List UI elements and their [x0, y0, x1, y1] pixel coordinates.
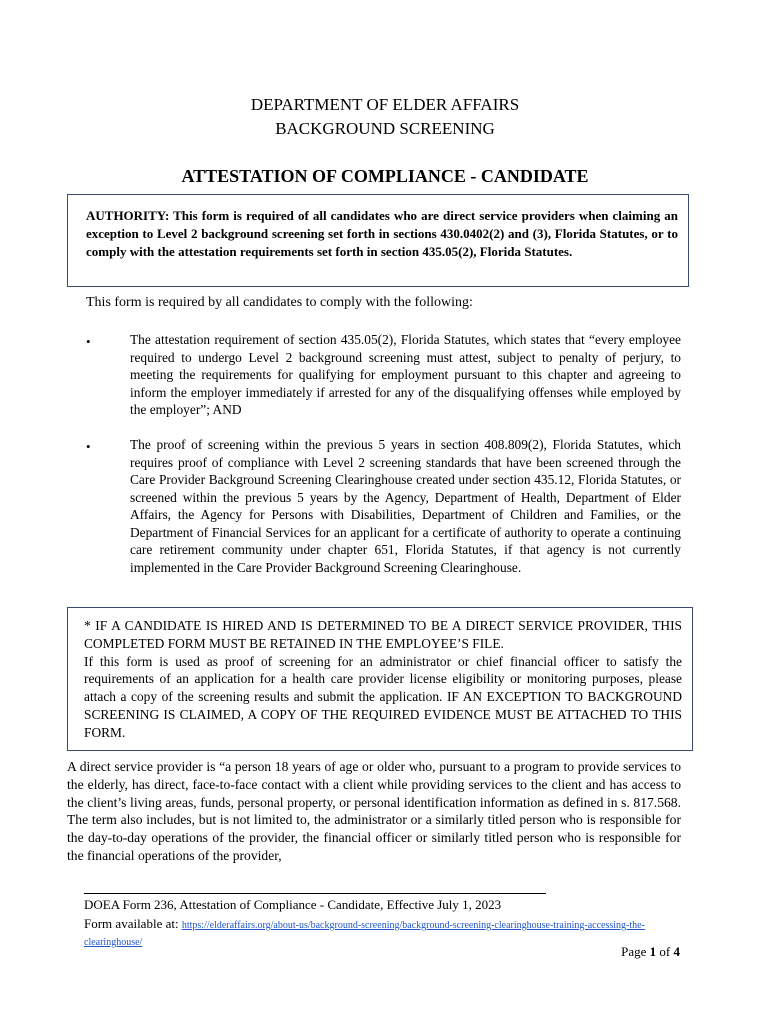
- intro-text: This form is required by all candidates to comply with the following:: [86, 295, 473, 310]
- bullet-item-proof-of-screening: The proof of screening within the previous 5 years in section 408.809(2), Florida Statutes, which requires proof of compliance with Level 2 screening standards that have been screened through the Care Provider Background Screening Clearinghouse created under section 435.12, Florida Statutes, or screened within the previous 5 years by the Agency, Department of Health, Department of Elder Affairs, the Agency for Persons with Disabilities, Department of Children and Families, or the Department of Financial Services for an applicant for a certificate of authority to operate a continuing care retirement community under chapter 651, Florida Statutes, if that agency is not currently implemented in the Care Provider Background Screening Clearinghouse.: [130, 437, 681, 575]
- department-heading: DEPARTMENT OF ELDER AFFAIRS: [250, 95, 520, 114]
- notice-retention: * IF A CANDIDATE IS HIRED AND IS DETERMINED TO BE A DIRECT SERVICE PROVIDER, THIS COMPLETED FORM MUST BE RETAINED IN THE EMPLOYEE’S FILE.: [84, 618, 682, 651]
- page-current: 1: [649, 944, 657, 959]
- notice-exception: If this form is used as proof of screening for an administrator or chief financial officer to satisfy the requirements of an application for a health care provider license eligibility or monitoring purposes, please attach a copy of the screening results and submit the application. IF AN EXCEPTION TO BACKGROUND SCREENING IS CLAIMED, A COPY OF THE REQUIRED EVIDENCE MUST BE ATTACHED TO THIS FORM.: [84, 653, 682, 740]
- definition-text: A direct service provider is “a person 18 years of age or older who, pursuant to a program to provide services to the elderly, has direct, face-to-face contact with a client while providing services to the client and has access to the client’s living areas, funds, personal property, or personal identification information as defined in s. 817.568. The term also includes, but is not limited to, the administrator or a similarly titled person who is responsible for the day-to-day operations of the provider, the financial officer or similarly titled person who is responsible for the financial operations of the provider,: [67, 759, 681, 863]
- page-of: of: [659, 944, 671, 959]
- page-label: Page: [621, 944, 647, 959]
- authority-text: AUTHORITY: This form is required of all candidates who are direct service providers when claiming an exception to Level 2 background screening set forth in sections 430.0402(2) and (3), Florida Statutes, or to comply with the attestation requirements set forth in section 435.05(2), Florida Statutes.: [86, 208, 678, 259]
- bullet-icon: •: [86, 439, 91, 454]
- form-title: ATTESTATION OF COMPLIANCE - CANDIDATE: [181, 166, 589, 186]
- notice-box: [67, 607, 693, 751]
- available-label: Form available at:: [84, 916, 179, 931]
- page-total: 4: [673, 944, 680, 959]
- form-availability: [84, 916, 698, 950]
- page-number: [621, 944, 680, 960]
- form-identifier: DOEA Form 236, Attestation of Compliance - Candidate, Effective July 1, 2023: [84, 897, 502, 912]
- bullet-item-attestation: The attestation requirement of section 435.05(2), Florida Statutes, which states that “every employee required to undergo Level 2 background screening must attest, subject to penalty of perjury, to meeting the requirements for qualifying for employment pursuant to this chapter and agreeing to inform the employer immediately if arrested for any of the disqualifying offenses while employed by the employer”; AND: [130, 332, 681, 417]
- section-heading: BACKGROUND SCREENING: [275, 119, 495, 138]
- footer-divider: [84, 893, 546, 894]
- bullet-icon: •: [86, 334, 91, 349]
- form-url-link[interactable]: https://elderaffairs.org/about-us/background-screening/background-screening-clearinghouse-training-accessing-the-clearinghouse/: [84, 920, 645, 948]
- authority-box: [67, 194, 689, 287]
